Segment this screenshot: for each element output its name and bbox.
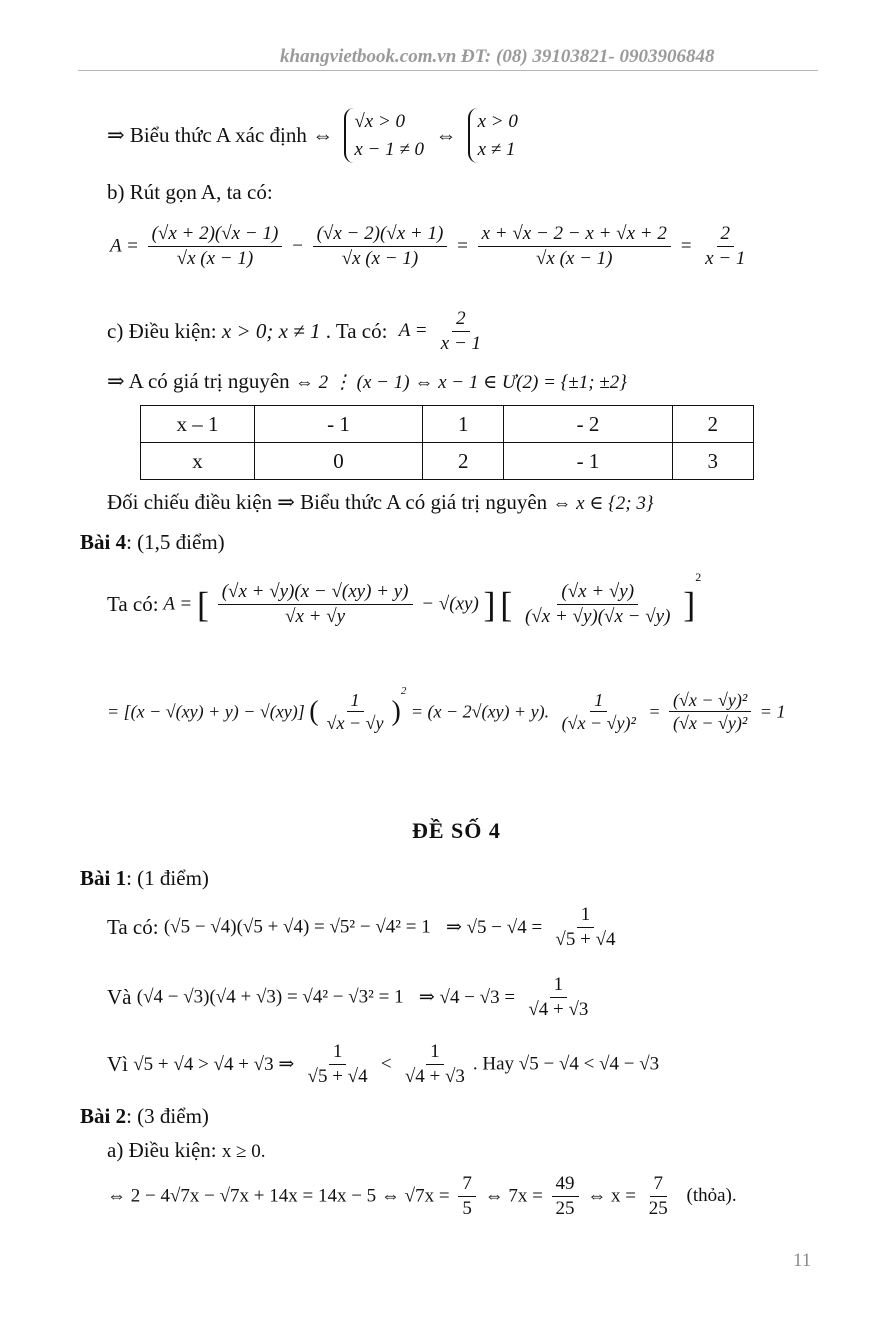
b-eq2: = [679,235,693,257]
l3-f2-num: 1 [426,1040,444,1065]
bai2-end: (thỏa). [686,1185,737,1207]
part-b-equation [110,222,753,271]
bai4-l2-f1-den: √x − √y [326,713,384,734]
b-fraction-2 [313,222,448,271]
bai4-t1-num: (√x + √y)(x − √(xy) + y) [218,580,413,605]
bai4-l2-f3-den: (√x − √y)² [673,713,748,734]
table-row [141,443,754,480]
bai2-f2-num: 49 [552,1172,579,1197]
bai2-eq-line: ⇔ 2 − 4√7x − √7x + 14x = 14x − 5 ⇔ √7x = [107,1185,450,1207]
de4-bai1-line-1 [107,903,624,952]
c-den: x − 1 [440,332,482,354]
c-conclusion-text: Đối chiếu điều kiện ⇒ Biểu thức A có giá trị nguyên [107,490,548,514]
l3-fraction-1 [304,1040,372,1089]
c-line2-math: ⇔ 2 ⋮ (x − 1) ⇔ x − 1 ∈ Ư(2) = {±1; ±2} [294,372,627,393]
l2-prefix: Và [107,984,132,1009]
l3-math: √5 + √4 > √4 + √3 ⇒ [133,1053,295,1075]
bai4-title: Bài 4 [80,530,127,554]
bai2-mid2: ⇔ x = [587,1185,637,1207]
bai4-l2-power: 2 [400,685,407,697]
bai4-l2-frac-3 [669,689,751,735]
c-condition: x > 0; x ≠ 1 [221,318,321,343]
l3-f1-den: √5 + √4 [307,1065,368,1087]
l1-prefix: Ta có: [107,914,159,939]
cond-1b: x − 1 ≠ 0 [354,138,425,160]
l3-f2-den: √4 + √3 [404,1065,465,1087]
table-cell: 0 [255,443,423,480]
l1-math: (√5 − √4)(√5 + √4) = √5² − √4² = 1 [163,916,431,938]
l1-fraction [551,903,619,952]
bai2-fraction-2 [552,1172,579,1221]
bai4-t1-den: √x + √y [285,606,346,628]
cond-2b: x ≠ 1 [477,138,516,160]
condition-equiv: ⇔ [435,123,457,148]
page-number: 11 [793,1250,812,1271]
de4-bai2-points: : (3 điểm) [126,1104,209,1128]
bracket-open: [ [196,584,209,625]
de4-bai1-heading [80,866,209,891]
part-b-label: b) Rút gọn A, ta có: [107,180,273,204]
bai4-term1 [218,580,413,629]
l3-end: . Hay √5 − √4 < √4 − √3 [472,1053,660,1075]
table-row [141,406,754,443]
b-f1-num: (√x + 2)(√x − 1) [148,222,283,247]
part-c-integer-line [107,369,627,394]
b-lhs: A = [110,235,139,257]
l2-math: (√4 − √3)(√4 + √3) = √4² − √3² = 1 [136,986,404,1008]
table-cell: 3 [672,443,753,480]
condition-line [107,108,524,163]
cond-2a: x > 0 [477,111,518,132]
c-fraction [437,307,485,356]
bai2-f1-num: 7 [458,1172,476,1197]
l2-den: √4 + √3 [528,998,589,1020]
bai4-l2-frac-1 [323,689,388,735]
b-fraction-4 [701,222,749,271]
bai4-lhs: A = [163,593,193,615]
condition-system-2 [468,108,518,163]
b-f4-num: 2 [717,222,735,247]
bracket-close-2: ] [683,584,696,625]
c-conclusion [107,490,653,515]
c-conclusion-math: ⇔ x ∈ {2; 3} [552,493,654,514]
bai2-f3-num: 7 [650,1172,668,1197]
bai4-term2 [521,580,674,629]
bai2-f2-den: 25 [555,1197,575,1219]
bai4-t1-minus: − √(xy) [421,593,479,615]
bai4-l2-f2-den: (√x − √y)² [561,713,636,734]
table-cell: - 1 [504,443,672,480]
header-rule [78,70,818,71]
c-after: . Ta có: [325,318,388,343]
bai4-l2-end: = 1 [759,701,786,722]
bai4-line-1 [107,570,701,629]
bai4-t2-num: (√x + √y) [557,580,638,605]
bai2-f3-den: 25 [648,1197,668,1219]
l1-num: 1 [577,903,595,928]
l3-f1-num: 1 [329,1040,347,1065]
bai4-line-2 [107,685,785,735]
bai4-l2-frac-2 [558,689,640,735]
page-header: khangvietbook.com.vn ĐT: (08) 39103821- 0903906848 [280,46,715,67]
bai4-l2-f1-num: 1 [347,689,364,713]
b-f3-den: √x (x − 1) [535,247,613,269]
b-fraction-3 [478,222,671,271]
de4-bai2-a [107,1138,266,1163]
l2-arrow: ⇒ √4 − √3 = [418,986,516,1008]
table-cell: 2 [423,443,504,480]
bai4-l2-f2-num: 1 [590,689,607,713]
bai2-mid: ⇔ 7x = [484,1185,543,1207]
condition-system-1 [344,108,424,163]
l3-lt: < [380,1053,392,1075]
cond-1a: √x > 0 [354,111,406,132]
b-f4-den: x − 1 [705,247,746,269]
bai4-points: : (1,5 điểm) [126,530,225,554]
bai4-power: 2 [695,570,702,584]
condition-prefix: ⇒ Biểu thức A xác định ⇔ [107,123,334,148]
bai4-prefix: Ta có: [107,592,159,617]
paren-open: ( [309,695,319,727]
table-cell: x [141,443,255,480]
l3-prefix: Vì [107,1051,128,1076]
l2-fraction [524,973,592,1022]
c-line2-prefix: ⇒ A có giá trị nguyên [107,369,290,393]
bai4-l2-f3-num: (√x − √y)² [669,689,751,713]
bai4-l2-a: = [(x − √(xy) + y) − √(xy)] [107,701,305,722]
bai4-t2-den: (√x + √y)(√x − √y) [525,606,671,628]
de4-bai1-line-3 [107,1040,659,1089]
de4-bai1-line-2 [107,973,596,1022]
bai2-fraction-1 [458,1172,476,1221]
bai2-a-cond: x ≥ 0. [221,1141,266,1162]
value-table [140,405,754,480]
de4-bai2-equation [107,1172,737,1221]
c-lhs: A = [398,320,428,342]
bai2-a-label: a) Điều kiện: [107,1138,217,1162]
bai2-f1-den: 5 [462,1197,472,1219]
section-title: ĐỀ SỐ 4 [412,818,501,843]
de4-bai1-points: : (1 điểm) [126,866,209,890]
b-f2-den: √x (x − 1) [341,247,419,269]
bai4-heading [80,530,225,555]
de4-bai1-title: Bài 1 [80,866,127,890]
l1-arrow: ⇒ √5 − √4 = [445,916,543,938]
bracket-close: ] [483,584,496,625]
b-f2-num: (√x − 2)(√x + 1) [313,222,448,247]
b-fraction-1 [148,222,283,271]
paren-close: ) [391,695,401,727]
b-eq1: = [456,235,469,257]
l1-den: √5 + √4 [555,928,616,950]
table-cell: - 2 [504,406,672,443]
bai4-l2-b: = (x − 2√(xy) + y). [410,701,550,722]
bai2-fraction-3 [645,1172,672,1221]
de4-bai2-title: Bài 2 [80,1104,127,1128]
l3-fraction-2 [401,1040,469,1089]
table-cell: 2 [672,406,753,443]
table-cell: - 1 [255,406,423,443]
bai4-l2-eq: = [648,701,661,722]
c-num: 2 [452,307,470,332]
table-cell: x – 1 [141,406,255,443]
bracket-open-2: [ [500,584,513,625]
part-c-line [107,307,489,356]
b-f3-num: x + √x − 2 − x + √x + 2 [478,222,671,247]
b-f1-den: √x (x − 1) [176,247,254,269]
de4-bai2-heading [80,1104,209,1129]
l2-num: 1 [550,973,568,998]
c-label: c) Điều kiện: [107,318,217,343]
table-cell: 1 [423,406,504,443]
b-minus: − [291,235,304,257]
